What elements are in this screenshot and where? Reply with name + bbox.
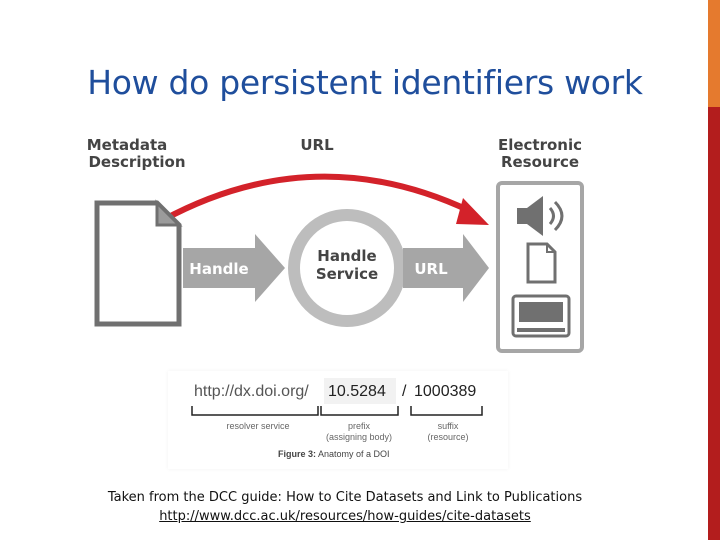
doi-caption-text: Anatomy of a DOI [316,449,390,459]
file-icon [528,244,555,282]
service-label-line2: Service [315,265,379,283]
suffix-label-line1: suffix [437,421,459,431]
doi-suffix: 1000389 [414,383,477,400]
resolver-label: resolver service [226,421,290,431]
resource-label-line2: Resource [500,153,580,171]
red-arrow-head [456,198,489,225]
source-text: Taken from the DCC guide: How to Cite Datasets and Link to Publications [107,490,583,505]
doi-anatomy-figure [168,371,508,469]
metadata-label-line2: Description [88,153,186,171]
doi-prefix: 10.5284 [328,383,386,400]
persistent-identifier-diagram [85,128,595,368]
suffix-label-line2: (resource) [427,432,469,442]
url-top-label: URL [300,136,334,154]
prefix-label [314,421,404,443]
source-link[interactable]: http://www.dcc.ac.uk/resources/how-guides/cite-datasets [159,509,531,524]
monitor-icon [513,296,569,336]
doi-caption-bold: Figure 3: [278,449,317,459]
service-label-line1: Handle [317,247,377,265]
source-footer [0,488,690,526]
doi-base-url: http://dx.doi.org/ [194,383,309,400]
handle-arrow-label: Handle [189,260,249,278]
resource-label-line1: Electronic [497,136,583,154]
document-icon [97,203,179,324]
suffix-label [408,421,488,443]
slide-title: How do persistent identifiers work [87,63,643,103]
doi-caption [278,449,390,459]
metadata-label-line1: Metadata [86,136,168,154]
prefix-label-line1: prefix [347,421,370,431]
accent-bar-red [708,107,720,540]
red-url-arrow [163,177,470,220]
doi-separator: / [402,383,407,400]
prefix-label-line2: (assigning body) [325,432,393,442]
url-arrow-label: URL [414,260,448,278]
